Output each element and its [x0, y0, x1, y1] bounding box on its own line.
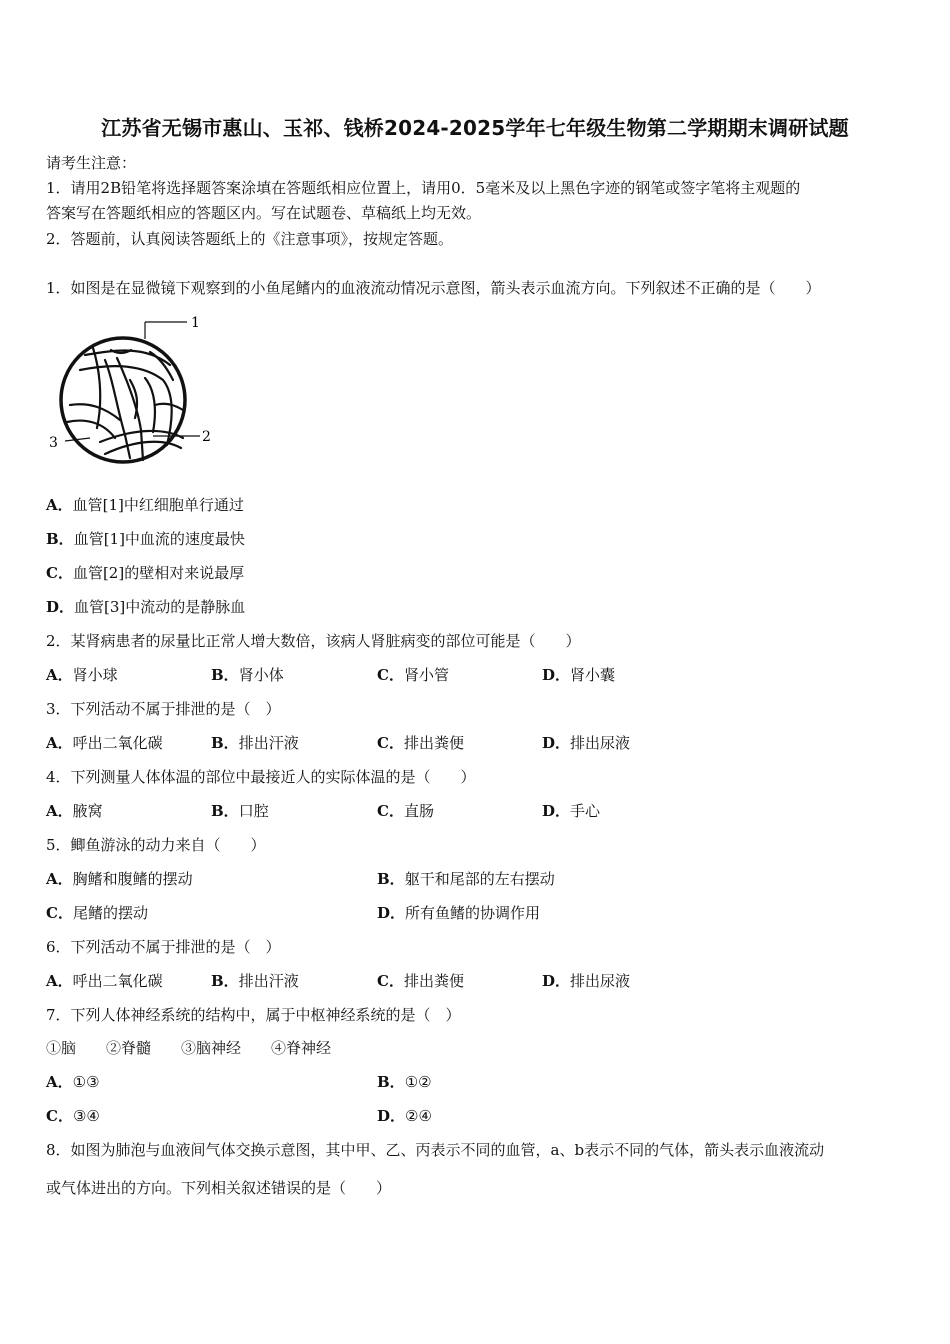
option-letter: B． — [211, 802, 239, 820]
question-3-stem: 3．下列活动不属于排泄的是（ ） — [46, 700, 281, 718]
q1-option-c[interactable] — [46, 562, 244, 583]
q2-option-d[interactable] — [542, 664, 615, 685]
notice-line-1b: 答案写在答题纸相应的答题区内。写在试题卷、草稿纸上均无效。 — [46, 204, 482, 222]
option-text: 排出尿液 — [570, 972, 631, 990]
q7-option-c[interactable] — [46, 1105, 100, 1126]
option-letter: C． — [46, 564, 73, 582]
option-text: 肾小球 — [72, 666, 118, 684]
option-text: 口腔 — [238, 802, 269, 820]
q7-option-b[interactable] — [377, 1071, 432, 1092]
option-text: 血管[3]中流动的是静脉血 — [74, 598, 246, 616]
notice-line-1a: 1．请用2B铅笔将选择题答案涂填在答题纸相应位置上，请用0．5毫米及以上黑色字迹的钢笔或签字笔将主观题的 — [46, 179, 801, 197]
option-text: 呼出二氧化碳 — [72, 734, 163, 752]
option-text: 排出粪便 — [403, 734, 464, 752]
option-letter: B． — [211, 734, 239, 752]
figure-label-1: 1 — [191, 315, 200, 331]
option-letter: D． — [542, 972, 571, 990]
figure-label-2: 2 — [202, 429, 211, 445]
option-letter: A． — [46, 1073, 73, 1091]
option-text: 血管[2]的壁相对来说最厚 — [72, 564, 245, 582]
option-text: 肾小管 — [403, 666, 449, 684]
q6-option-a[interactable] — [46, 970, 163, 991]
q4-option-d[interactable] — [542, 800, 600, 821]
option-letter: A． — [46, 802, 73, 820]
option-text: 排出汗液 — [238, 972, 299, 990]
option-letter: B． — [211, 972, 239, 990]
q3-option-d[interactable] — [542, 732, 630, 753]
option-text: 胸鳍和腹鳍的摆动 — [72, 870, 193, 888]
option-letter: C． — [377, 734, 404, 752]
option-text: 手心 — [570, 802, 601, 820]
option-text: 躯干和尾部的左右摆动 — [404, 870, 555, 888]
option-text: 排出粪便 — [403, 972, 464, 990]
option-letter: D． — [542, 734, 571, 752]
question-8-stem-line-2: 或气体进出的方向。下列相关叙述错误的是（ ） — [46, 1179, 392, 1197]
option-letter: A． — [46, 496, 73, 514]
option-text: 排出汗液 — [238, 734, 299, 752]
option-letter: B． — [211, 666, 239, 684]
q3-option-c[interactable] — [377, 732, 464, 753]
option-letter: C． — [377, 802, 404, 820]
q5-option-d[interactable] — [377, 902, 540, 923]
option-letter: C． — [46, 1107, 73, 1125]
option-text: ①③ — [72, 1073, 100, 1091]
option-text: 血管[1]中红细胞单行通过 — [72, 496, 244, 514]
option-letter: B． — [46, 530, 74, 548]
figure-label-3: 3 — [49, 435, 58, 451]
q2-option-c[interactable] — [377, 664, 449, 685]
q5-option-b[interactable] — [377, 868, 555, 889]
option-text: 排出尿液 — [570, 734, 631, 752]
notice-heading: 请考生注意： — [46, 154, 137, 172]
option-letter: A． — [46, 734, 73, 752]
option-letter: B． — [377, 1073, 405, 1091]
q6-option-b[interactable] — [211, 970, 299, 991]
question-7-items: ①脑 ②脊髓 ③脑神经 ④脊神经 — [46, 1039, 332, 1057]
q7-option-d[interactable] — [377, 1105, 432, 1126]
question-7-stem: 7．下列人体神经系统的结构中，属于中枢神经系统的是（ ） — [46, 1006, 461, 1024]
notice-line-2: 2．答题前，认真阅读答题纸上的《注意事项》，按规定答题。 — [46, 230, 454, 248]
option-letter: D． — [377, 1107, 406, 1125]
q4-option-c[interactable] — [377, 800, 434, 821]
q4-option-a[interactable] — [46, 800, 103, 821]
question-5-stem: 5．鲫鱼游泳的动力来自（ ） — [46, 836, 266, 854]
question-8-stem-line-1: 8．如图为肺泡与血液间气体交换示意图，其中甲、乙、丙表示不同的血管，a、b表示不同的气体，箭头表示血液流动 — [46, 1141, 825, 1159]
option-letter: C． — [46, 904, 73, 922]
option-text: ③④ — [72, 1107, 100, 1125]
option-text: 所有鱼鳍的协调作用 — [405, 904, 541, 922]
question-1-stem: 1．如图是在显微镜下观察到的小鱼尾鳍内的血液流动情况示意图，箭头表示血流方向。下列叙述不正确的是（ ） — [46, 279, 821, 297]
question-2-stem: 2．某肾病患者的尿量比正常人增大数倍，该病人肾脏病变的部位可能是（ ） — [46, 632, 581, 650]
q1-option-a[interactable] — [46, 494, 244, 515]
q7-option-a[interactable] — [46, 1071, 100, 1092]
option-letter: D． — [377, 904, 406, 922]
option-text: 肾小体 — [238, 666, 284, 684]
q1-option-b[interactable] — [46, 528, 245, 549]
q4-option-b[interactable] — [211, 800, 269, 821]
option-letter: A． — [46, 666, 73, 684]
option-letter: D． — [46, 598, 75, 616]
question-6-stem: 6．下列活动不属于排泄的是（ ） — [46, 938, 281, 956]
q5-option-c[interactable] — [46, 902, 148, 923]
option-text: 腋窝 — [72, 802, 103, 820]
question-4-stem: 4．下列测量人体体温的部位中最接近人的实际体温的是（ ） — [46, 768, 476, 786]
option-letter: C． — [377, 972, 404, 990]
q3-option-b[interactable] — [211, 732, 299, 753]
option-text: 直肠 — [403, 802, 434, 820]
option-letter: D． — [542, 802, 571, 820]
q2-option-b[interactable] — [211, 664, 284, 685]
q2-option-a[interactable] — [46, 664, 118, 685]
option-letter: C． — [377, 666, 404, 684]
figure-labels — [49, 315, 211, 451]
q6-option-c[interactable] — [377, 970, 464, 991]
option-text: 呼出二氧化碳 — [72, 972, 163, 990]
q3-option-a[interactable] — [46, 732, 163, 753]
q5-option-a[interactable] — [46, 868, 193, 889]
option-letter: D． — [542, 666, 571, 684]
option-text: ①② — [404, 1073, 432, 1091]
option-text: 尾鳍的摆动 — [72, 904, 148, 922]
option-text: 肾小囊 — [570, 666, 616, 684]
option-letter: A． — [46, 972, 73, 990]
option-letter: B． — [377, 870, 405, 888]
fish-tail-blood-flow-figure — [45, 310, 215, 475]
q1-option-d[interactable] — [46, 596, 245, 617]
option-letter: A． — [46, 870, 73, 888]
option-text: ②④ — [405, 1107, 432, 1125]
q6-option-d[interactable] — [542, 970, 630, 991]
page-title: 江苏省无锡市惠山、玉祁、钱桥2024-2025学年七年级生物第二学期期末调研试题 — [101, 116, 849, 140]
option-text: 血管[1]中血流的速度最快 — [73, 530, 245, 548]
